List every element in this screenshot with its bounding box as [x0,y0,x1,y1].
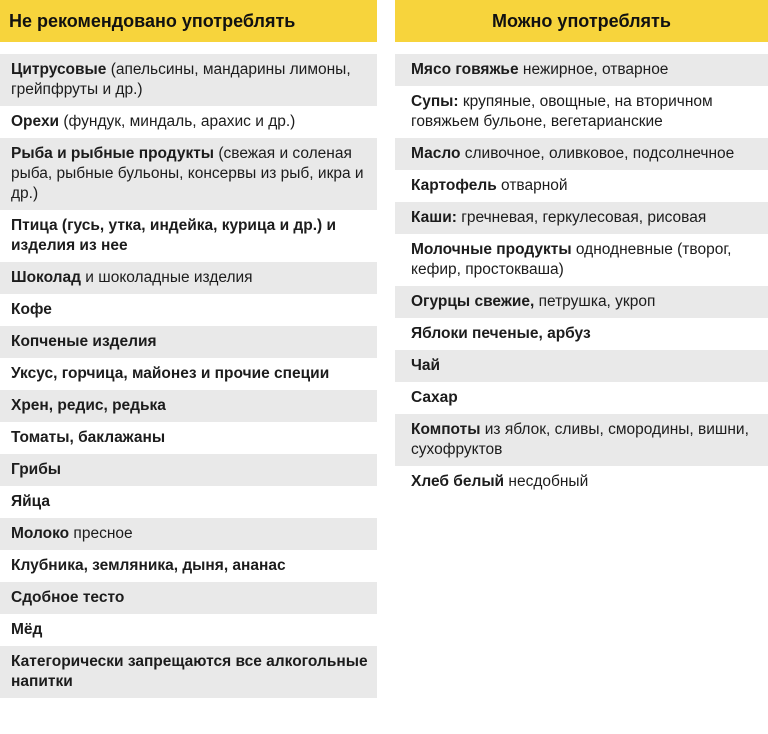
list-item: Мёд [11,621,43,638]
list-item: Шоколад и шоколадные изделия [0,262,377,294]
list-item: Огурцы свежие, петрушка, укроп [395,286,768,318]
allowed-column [395,0,768,498]
list-item: Клубника, земляника, дыня, ананас [11,557,286,574]
list-item: Каши: гречневая, геркулесовая, рисовая [395,202,768,234]
list-item: Рыба и рыбные продукты (свежая и соленая рыба, рыбные бульоны, консервы из рыб, икра и др.) [0,138,377,210]
list-item: Яблоки печеные, арбуз [411,325,591,342]
list-item: Чай [395,350,768,382]
list-item: Мясо говяжье нежирное, отварное [395,54,768,86]
list-item: Хлеб белый несдобный [411,473,589,490]
list-item: Кофе [11,301,52,318]
allowed-header: Можно употреблять [395,0,768,42]
list-item: Сдобное тесто [0,582,377,614]
list-item: Супы: крупяные, овощные, на вторичном говяжьем бульоне, вегетарианские [411,93,713,130]
list-item: Яйца [11,493,51,510]
list-item: Уксус, горчица, майонез и прочие специи [11,365,330,382]
list-item: Молоко пресное [0,518,377,550]
list-item: Птица (гусь, утка, индейка, курица и др.) и изделия из нее [11,217,337,254]
list-item: Томаты, баклажаны [11,429,166,446]
list-item: Масло сливочное, оливковое, подсолнечное [395,138,768,170]
list-item: Компоты из яблок, сливы, смородины, вишни, сухофруктов [395,414,768,466]
list-item: Картофель отварной [411,177,568,194]
list-item: Категорически запрещаются все алкогольные напитки [0,646,377,698]
list-item: Молочные продукты однодневные (творог, кефир, простокваша) [411,241,732,278]
list-item: Сахар [411,389,458,406]
list-item: Цитрусовые (апельсины, мандарины лимоны, грейпфруты и др.) [0,54,377,106]
list-item: Орехи (фундук, миндаль, арахис и др.) [11,113,296,130]
list-item: Хрен, редис, редька [0,390,377,422]
list-item: Копченые изделия [0,326,377,358]
not-recommended-column [0,0,377,698]
list-item: Грибы [0,454,377,486]
not-recommended-header: Не рекомендовано употреблять [0,0,377,42]
